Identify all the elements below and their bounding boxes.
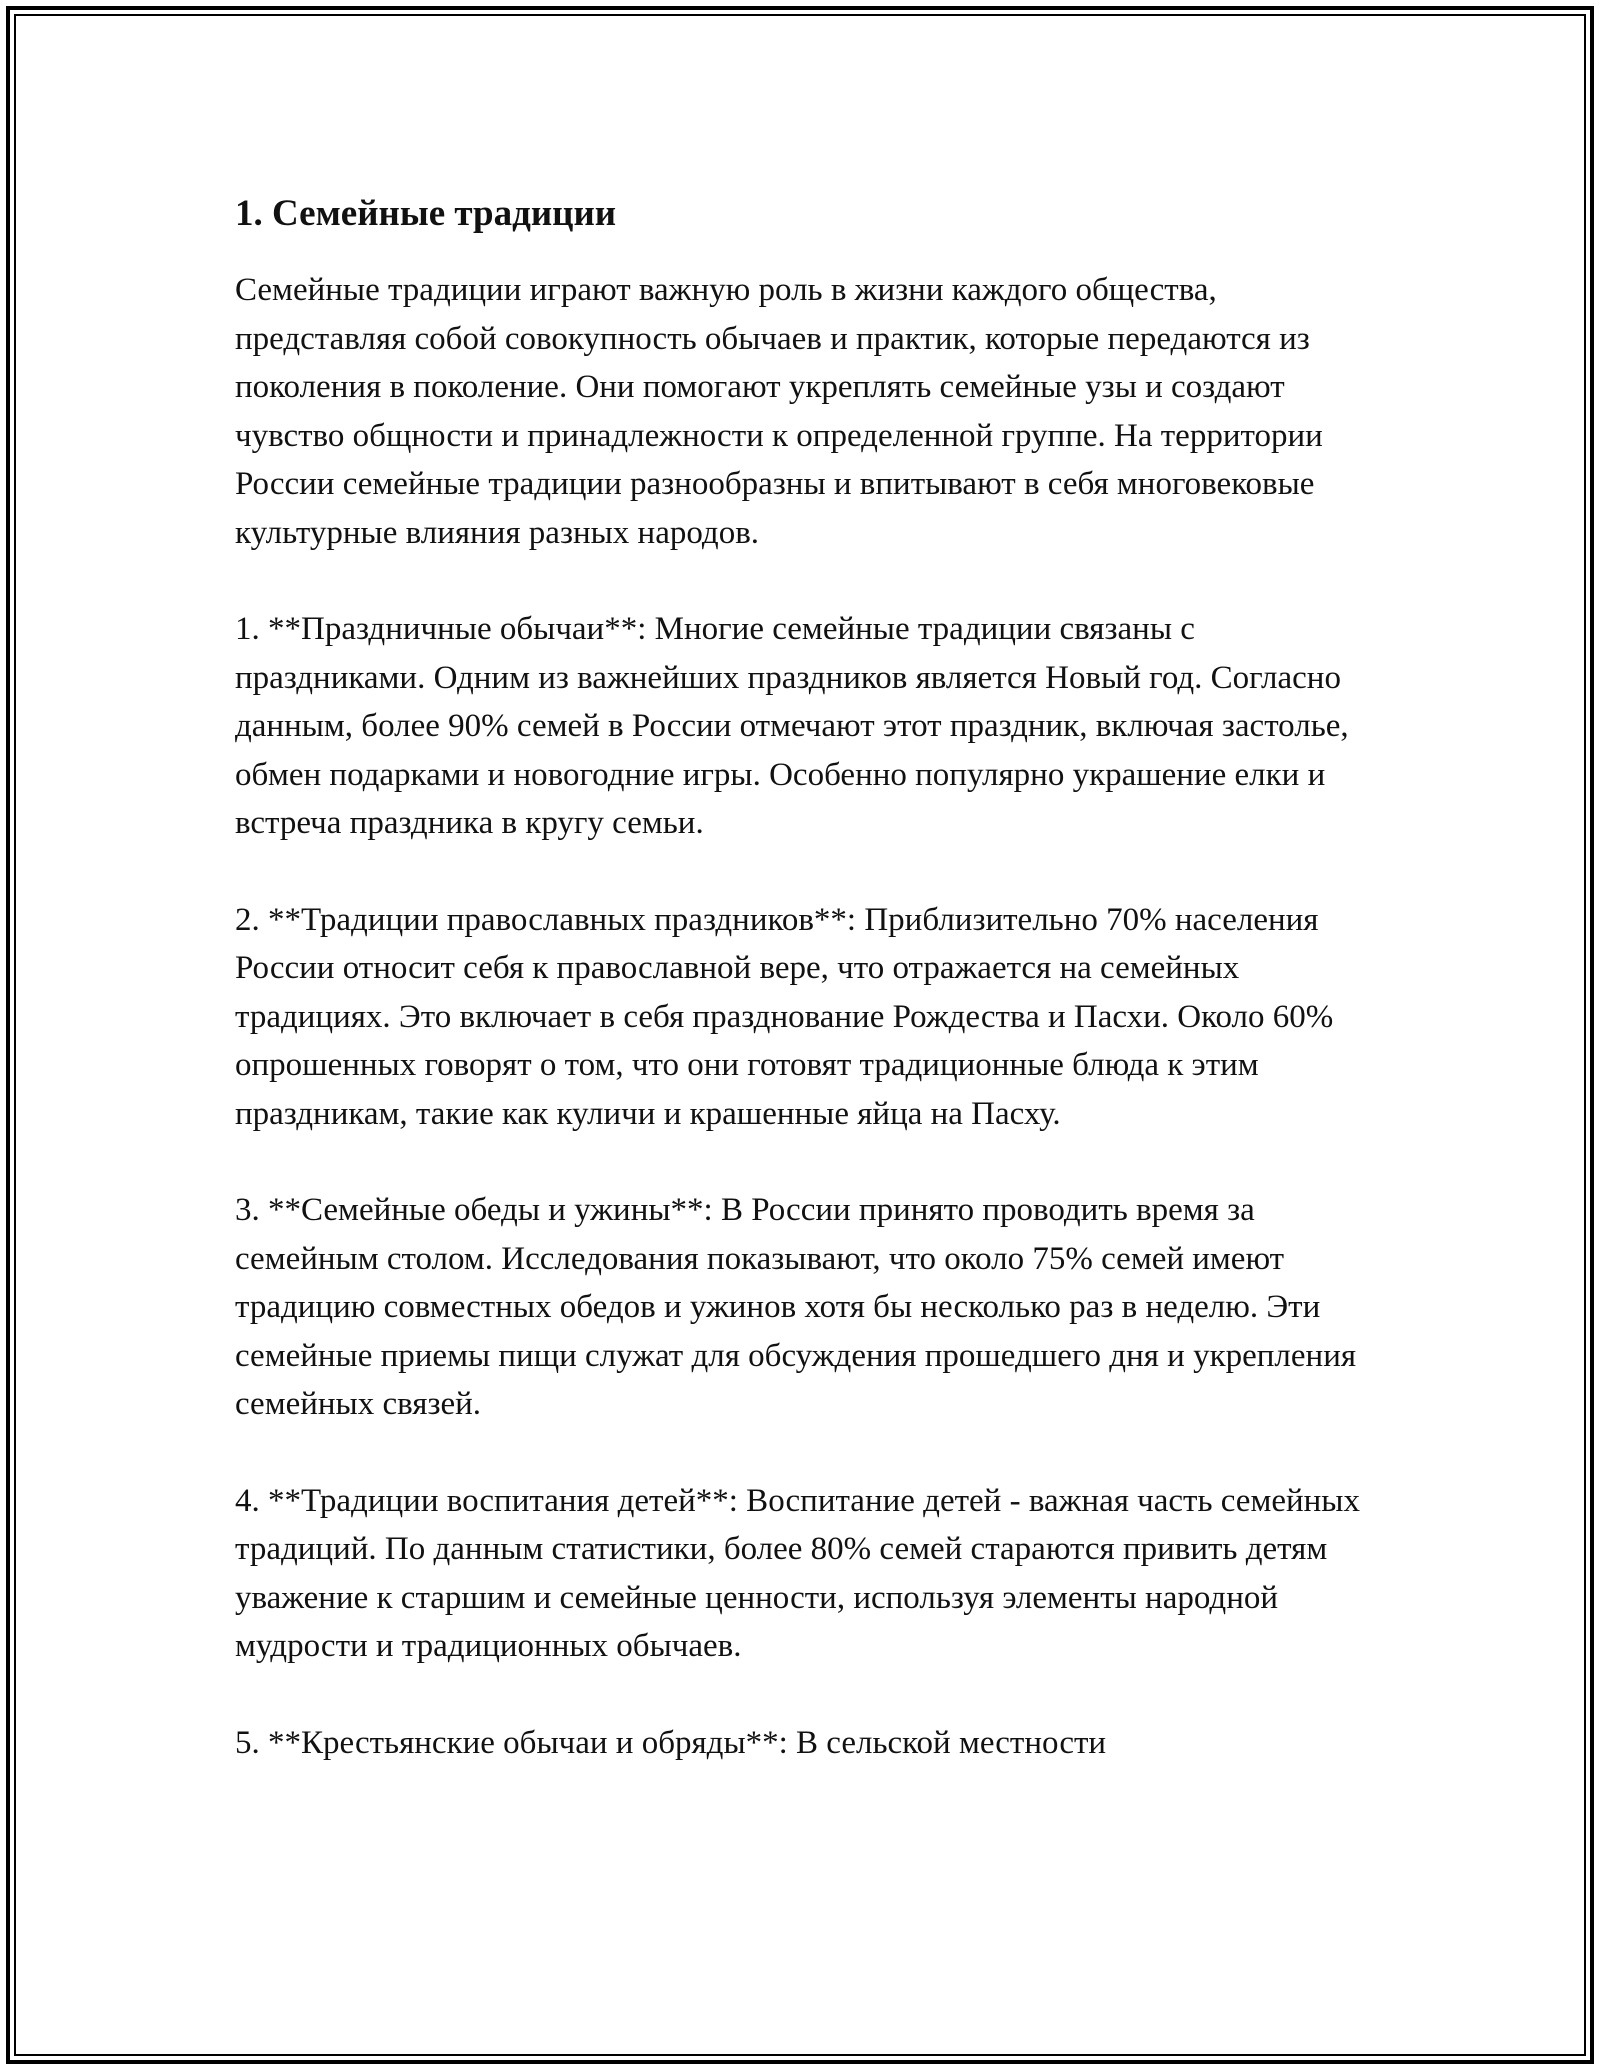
list-item-peasant-customs: 5. **Крестьянские обычаи и обряды**: В сельской местности xyxy=(235,1724,1107,1761)
list-item-family-meals: 3. **Семейные обеды и ужины**: В России принято проводить время за семейным столом. Исследования показывают, что около 75% семей имеют традицию совместных обедов и ужинов хотя бы несколько раз в неделю. Эти семейные приемы пищи служат для обсуждения прошедшего дня и укрепления семейных связей. xyxy=(235,1192,1357,1422)
section-heading: 1. Семейные традиции xyxy=(235,193,617,234)
list-item-holiday-customs: 1. **Праздничные обычаи**: Многие семейные традиции связаны с праздниками. Одним из важнейших праздников является Новый год. Согласно данным, более 90% семей в России отмечают этот праздник, включая застолье, обмен подарками и новогодние игры. Особенно популярно украшение елки и встреча праздника в кругу семьи. xyxy=(235,611,1349,841)
list-item-child-upbringing: 4. **Традиции воспитания детей**: Воспитание детей - важная часть семейных традиций. По данным статистики, более 80% семей стараются привить детям уважение к старшим и семейные ценности, используя элементы народной мудрости и традиционных обычаев. xyxy=(235,1482,1360,1664)
document-body xyxy=(235,182,1375,1815)
list-item-orthodox-holidays: 2. **Традиции православных праздников**: Приблизительно 70% населения России относит себя к православной вере, что отражается на семейных традициях. Это включает в себя празднование Рождества и Пасхи. Около 60% опрошенных говорят о том, что они готовят традиционные блюда к этим праздникам, такие как куличи и крашенные яйца на Пасху. xyxy=(235,901,1334,1132)
intro-paragraph: Семейные традиции играют важную роль в жизни каждого общества, представляя собой совокупность обычаев и практик, которые передаются из поколения в поколение. Они помогают укреплять семейные узы и создают чувство общности и принадлежности к определенной группе. На территории России семейные традиции разнообразны и впитывают в себя многовековые культурные влияния разных народов. xyxy=(235,272,1323,551)
